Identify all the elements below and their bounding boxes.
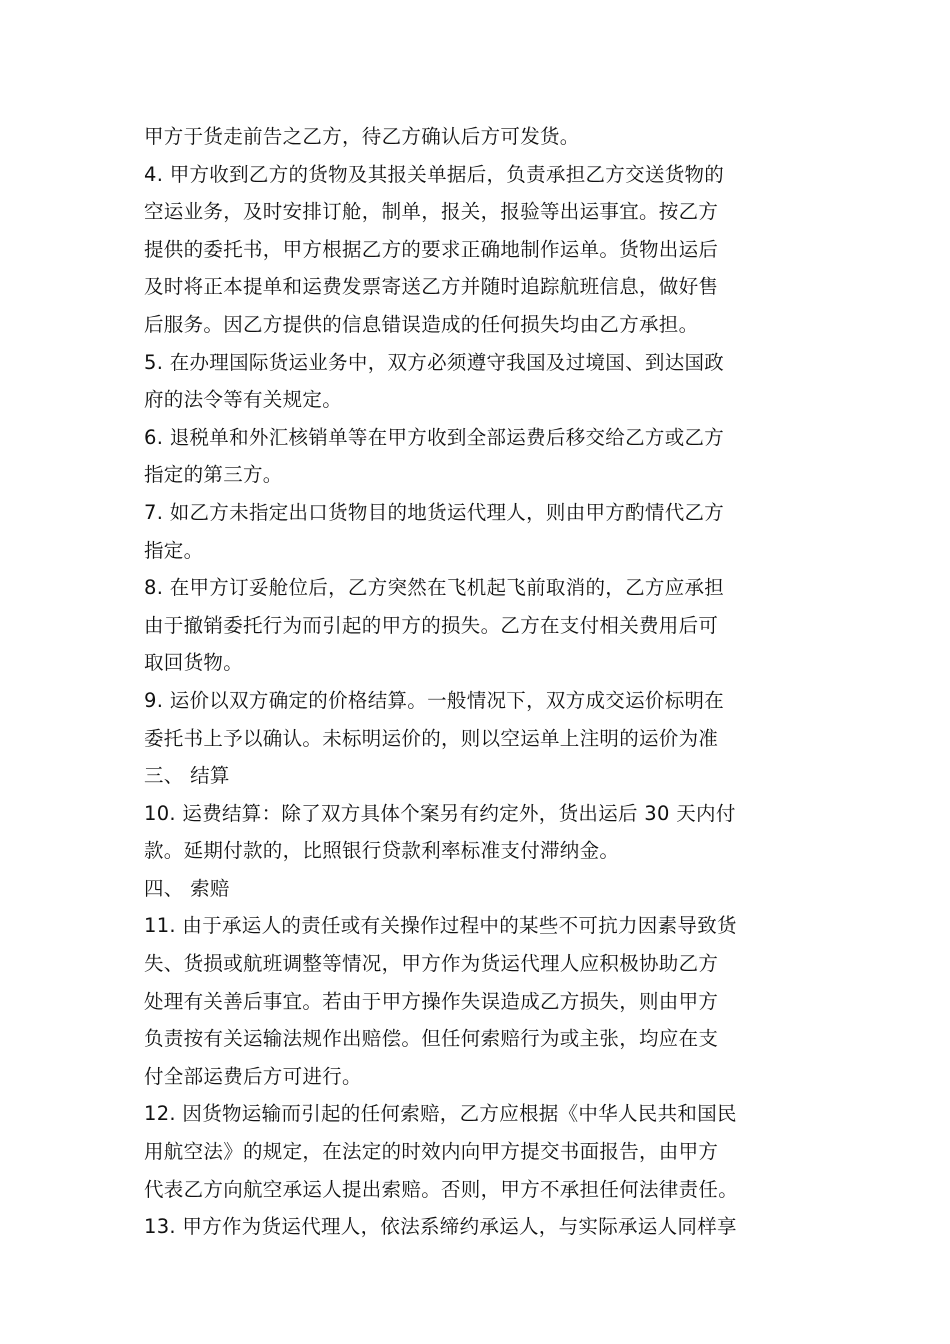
text-line: 5. 在办理国际货运业务中，双方必须遵守我国及过境国、到达国政 — [144, 350, 725, 374]
text-line: 13. 甲方作为货运代理人，依法系缔约承运人，与实际承运人同样享 — [144, 1215, 737, 1239]
text-line: 10. 运费结算：除了双方具体个案另有约定外，货出运后 30 天内付 — [144, 801, 736, 825]
text-line: 款。延期付款的，比照银行贷款利率标准支付滞纳金。 — [144, 839, 620, 863]
text-line: 府的法令等有关规定。 — [144, 388, 343, 412]
text-line: 后服务。因乙方提供的信息错误造成的任何损失均由乙方承担。 — [144, 312, 699, 336]
text-line: 负责按有关运输法规作出赔偿。但任何索赔行为或主张，均应在支 — [144, 1027, 719, 1051]
text-line: 12. 因货物运输而引起的任何索赔，乙方应根据《中华人民共和国民 — [144, 1102, 737, 1126]
text-line: 委托书上予以确认。未标明运价的，则以空运单上注明的运价为准 — [144, 726, 719, 750]
text-line: 取回货物。 — [144, 651, 244, 675]
text-line: 用航空法》的规定，在法定的时效内向甲方提交书面报告，由甲方 — [144, 1140, 719, 1164]
text-line: 甲方于货走前告之乙方，待乙方确认后方可发货。 — [144, 125, 580, 148]
text-line: 指定。 — [144, 538, 204, 562]
text-line: 及时将正本提单和运费发票寄送乙方并随时追踪航班信息，做好售 — [144, 275, 719, 299]
text-line: 7. 如乙方未指定出口货物目的地货运代理人，则由甲方酌情代乙方 — [144, 500, 725, 524]
text-line: 代表乙方向航空承运人提出索赔。否则，甲方不承担任何法律责任。 — [144, 1177, 739, 1201]
text-line: 由于撤销委托行为而引起的甲方的损失。乙方在支付相关费用后可 — [144, 613, 719, 637]
text-line: 11. 由于承运人的责任或有关操作过程中的某些不可抗力因素导致货 — [144, 914, 737, 938]
text-line: 6. 退税单和外汇核销单等在甲方收到全部运费后移交给乙方或乙方 — [144, 425, 725, 449]
document-page — [144, 118, 808, 1246]
text-line: 9. 运价以双方确定的价格结算。一般情况下，双方成交运价标明在 — [144, 688, 725, 712]
section-heading: 四、 索赔 — [144, 876, 230, 900]
text-line: 付全部运费后方可进行。 — [144, 1064, 362, 1088]
text-line: 空运业务，及时安排订舱，制单，报关，报验等出运事宜。按乙方 — [144, 200, 719, 224]
text-line: 提供的委托书，甲方根据乙方的要求正确地制作运单。货物出运后 — [144, 237, 719, 261]
text-line: 指定的第三方。 — [144, 463, 283, 487]
text-line: 失、货损或航班调整等情况，甲方作为货运代理人应积极协助乙方 — [144, 952, 719, 976]
text-line: 4. 甲方收到乙方的货物及其报关单据后，负责承担乙方交送货物的 — [144, 162, 725, 186]
text-line: 8. 在甲方订妥舱位后，乙方突然在飞机起飞前取消的，乙方应承担 — [144, 576, 725, 600]
section-heading: 三、 结算 — [144, 764, 230, 788]
text-line: 处理有关善后事宜。若由于甲方操作失误造成乙方损失，则由甲方 — [144, 989, 719, 1013]
